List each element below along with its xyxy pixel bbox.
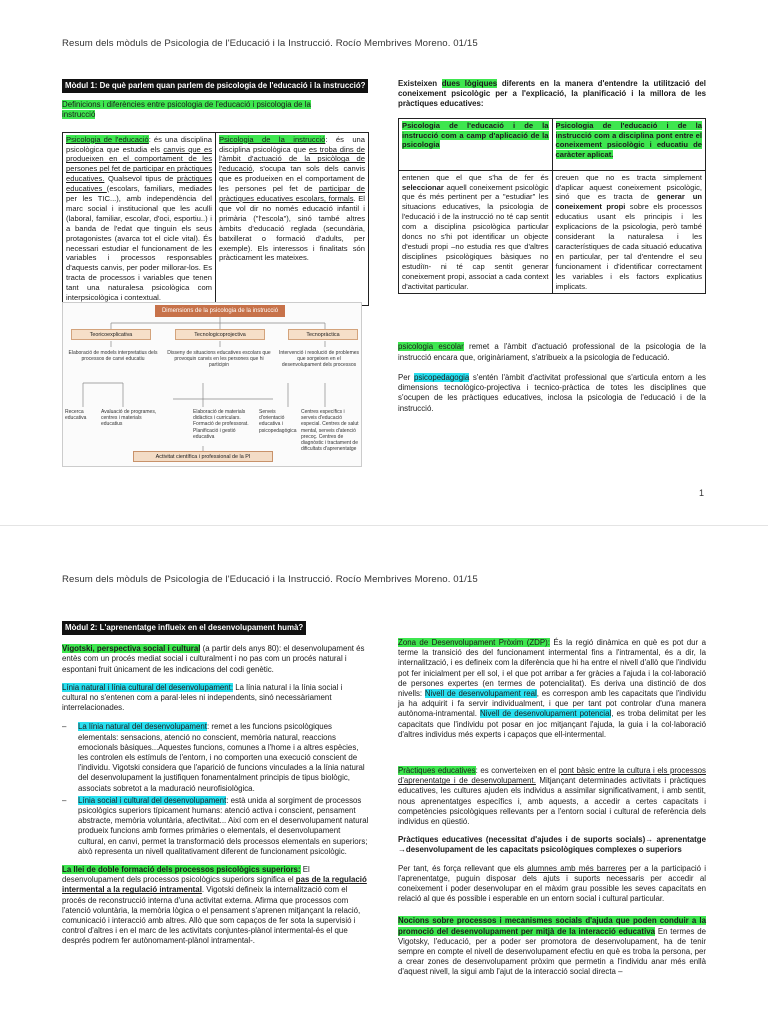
defs-heading-text: Definicions i diferències entre psicologia de l'educació i psicologia de la instrucció [62, 100, 311, 120]
zdp-text: , es troba delimitat per les capacitats que l'individu pot posar en joc mitjançant l'ajuda, la guia i la col·laboració d'altres individus més experts i capaços que ell-intermental. [398, 709, 706, 739]
lines-list [62, 722, 369, 857]
diagram-desc-3: Intervenció i resolució de problemes que sorgeixen en el desenvolupament dels processos [278, 350, 360, 369]
dimensions-diagram [62, 302, 362, 467]
def-underlined: es troba dins de l'àmbit d'actuació de la psicòloga de l'educació [219, 144, 365, 174]
right-column [398, 638, 706, 978]
list-item [62, 722, 369, 793]
diagram-box-tecnologico: Tecnologicoprojectiva [175, 329, 265, 340]
def-educacio-cell [63, 132, 216, 305]
left-column [62, 79, 369, 306]
module-title: Mòdul 2: L'aprenentatge influeix en el desenvolupament humà? [62, 621, 306, 635]
zdp-real-highlight: Nivell de desenvolupament real [424, 689, 537, 699]
practiques-underlined: pont bàsic entre la cultura i els processos d'aprenentatge i de desenvolupament. [398, 766, 706, 786]
natural-line-text: : remet a les funcions psicològiques elementals: sensacions, atenció no conscient, memòria natural, reaccions emocionals bàsiques...Aquestes funcions, comunes a l'home i a altres espècies, les controlen els estímuls de l'entorn, i no comporten una execució conscient de l'individu. Vigotski considera que l'aparició de funcions vinculades a la línia natural del desenvolupament la justifiquen fonamentalment principis de tipus biològic, associats sobretot a la maduració neurofisiològica. [78, 722, 365, 793]
def-instruccio-cell [216, 132, 369, 305]
intro-text: Existeixen [398, 79, 442, 88]
logic-1-title: Psicologia de l'educació i de la instrucció com a camp d'aplicació de la psicologia [402, 120, 549, 150]
def-underlined: canvis que es produeixen en el comportament de les persones pel fet de participar en pràctiques educatives. [66, 144, 213, 184]
nocions-paragraph [398, 916, 706, 977]
def-text: : és una disciplina psicològica que estudia els [66, 134, 212, 154]
right-column [398, 79, 706, 414]
zdp-paragraph [398, 638, 706, 740]
module-title: Mòdul 1: De què parlem quan parlem de psicologia de l'educació i la instrucció? [62, 79, 368, 93]
psicoped-text: s'entén l'àmbit d'activitat professional que s'articula entorn a les dimensions tecnològico-projectiva i tecnico-pràctica de totes les disciplines que s'ocupen de les pràctiques educatives, inclosa la psicologia de l'educació i de la instrucció. [398, 372, 706, 413]
llei-underlined: pas de la regulació intermental a la regulació intramental [62, 875, 367, 895]
logic-1-title-cell [399, 118, 553, 170]
logic-2-body [552, 170, 706, 294]
psicoped-paragraph [398, 373, 706, 414]
intro-highlight: dues lògiques [441, 79, 498, 88]
practiques-highlight: Pràctiques educatives [398, 766, 476, 776]
diagram-service-4: Serveis d'orientació educativa i psicopedagògica [259, 409, 297, 434]
diagram-title: Dimensions de la psicologia de la instrucció [155, 305, 285, 317]
escolar-highlight: psicologia escolar [398, 342, 464, 352]
logic-text: sobre els processos educatius usant els principis i les explicacions de la psicologia, però també considerant la naturalesa i les característiques de cada situació educativa en particular, per tal d'entendre el seu funcionament i d'identificar correctament les variables i els factors explicatius implicats. [555, 202, 702, 291]
diagram-bottom-box: Activitat científica i professional de la PI [133, 451, 273, 462]
def-text: Qualsevol tipus de [104, 174, 177, 184]
zdp-highlight: Zona de Desenvolupament Pròxim (ZDP): [398, 638, 550, 647]
escolar-text: remet a l'àmbit d'actuació professional de la psicologia de la instrucció encara que, originàriament, s'atribueix a la psicologia de l'educació. [398, 342, 706, 362]
vigotski-paragraph [62, 644, 369, 675]
intro-text: diferents en la manera d'entendre la utilització del coneixement psicològic per a l'explicació, la planificació i la millora de les pràctiques educatives: [398, 79, 706, 109]
diagram-service-1: Recerca educativa [65, 409, 87, 422]
def-text: : és una disciplina psicològica que [219, 134, 366, 154]
logic-2-title: Psicologia de l'educació i de la instrucció com a disciplina pont entre el coneixement psicològic i educatiu de caràcter aplicat. [555, 120, 702, 160]
logic-bold: seleccionar [402, 182, 444, 192]
pertant-underlined: alumnes amb més barreres [527, 863, 627, 873]
nocions-text: En termes de Vigotsky, l'educació, per a poder ser promotora de desenvolupament, ha de tenir sempre en compte el nivell de desenvolupament efectiu en què es troba la persona, per a crear zones de desenvolupament pròxim que permetin a l'individu anar més enllà d'aquest nivell, la sigui amb l'ajut de la interacció social directa – [398, 926, 707, 977]
psicoped-text: Per [398, 372, 414, 382]
logic-bold: generar un coneixement propi [555, 192, 703, 212]
diagram-box-teorico: Teoricoexplicativa [71, 329, 151, 340]
practiques-text: : es converteixen en el [475, 766, 559, 776]
def-text: (escolars, familiars, mediades per les TIC...), amb independència del marc social i institucional que les aculli (laboral, familiar, escolar, d'oci, esportiu..) i a banda de l'edat que tinguin els seus protagonistes (avarca tot el cicle vital). És necessari estudiar el funcionament de les variables i processos responsables d'aquests canvis, per poder millorar-los. Es tracta de processos i variables que tenen tant una naturalesa psicològica com interpsicològica i contextual. [66, 184, 212, 303]
list-item [62, 796, 369, 857]
left-column [62, 621, 369, 947]
pertant-text: per a la participació i l'aprenentatge, puguin disposar dels ajuts i suports necessaris per accedir al coneixement i poder desenvolupar en el màxim grau possible les seves capacitats en relació al que és possible i esperable en un entorn social i cultural particular. [398, 863, 707, 904]
logic-text: creuen que no es tracta simplement d'aplicar aquest coneixement psicològic, sinó que es tracta de [555, 172, 702, 202]
defs-heading [62, 100, 342, 120]
logic-2-title-cell [552, 118, 706, 170]
definitions-table [62, 132, 369, 306]
diagram-service-3: Elaboració de materials didàctics i curriculars. Formació de professorat. Planificació i gestió educativa [193, 409, 249, 440]
escolar-paragraph [398, 342, 706, 362]
def-instruccio-term: Psicologia de la instrucció [219, 134, 326, 144]
logic-1-body [399, 170, 553, 294]
linia-text: La línia natural i la línia social i cultural no s'entenen com a paral·leles ni independents, sinó necessàriament interrelacionades. [62, 682, 343, 713]
diagram-desc-1: Elaboració de models interpretatius dels processos de canvi educatiu [68, 350, 158, 363]
def-text: , s'ocupa tan sols dels canvis que es produeixen en el comportament de les persones pel fet de [219, 164, 365, 194]
practiques-text: Mitjançant determinades activitats i pràctiques educatives, les cultures ajuden els individus a assimilar significativament, i amb sentit, nous aprenentatges específics i, amb aquests, a accedir a certes capacitats i competències psicològiques rellevants per a l'entorn social i cultural de referència dels individus en qüestió. [398, 776, 706, 827]
linia-paragraph [62, 683, 369, 714]
diagram-desc-2: Disseny de situacions educatives escolars que provoquin canvis en les persones que hi participin [167, 350, 271, 369]
nocions-highlight: Nocions sobre processos i mecanismes socials d'ajuda que poden conduir a la promoció del desenvolupament per mitjà de la interacció educativa [398, 916, 706, 936]
llei-highlight: La llei de doble formació dels processos psicològics superiors: [62, 865, 301, 875]
linia-highlight: Línia natural i línia cultural del desenvolupament: [62, 682, 234, 692]
page-number: 1 [698, 488, 704, 498]
diagram-box-tecnopractica: Tecnopràctica [288, 329, 358, 340]
zdp-potential-highlight: Nivell de desenvolupament potencial [480, 709, 612, 719]
social-line-highlight: Línia social i cultural del desenvolupament [78, 795, 227, 805]
practiques-paragraph [398, 766, 706, 827]
llei-paragraph [62, 865, 369, 947]
vigotski-highlight: Vigotski, perspectiva social i cultural [62, 644, 201, 654]
pertant-paragraph [398, 864, 706, 905]
diagram-service-5: Centres específics i serveis d'educació especial. Centres de salut mental, serveis d'atenció precoç. Centres de diagnòstic i tractament de dificultats d'aprenentatge [301, 409, 359, 453]
page-header: Resum dels mòduls de Psicologia de l'Educació i la Instrucció. Rocío Membrives Moreno. 01/15 [62, 574, 478, 585]
logics-table [398, 118, 706, 295]
def-underlined: participar de pràctiques educatives escolars, formals [219, 184, 365, 204]
zdp-text: , es correspon amb les capacitats que l'individu ja ha adquirit i fa servir individualment, i que per tant pot controlar d'una manera autònoma-intramental. [398, 689, 707, 719]
natural-line-highlight: La línia natural del desenvolupament [78, 722, 207, 732]
page-header: Resum dels mòduls de Psicologia de l'Educació i la Instrucció. Rocío Membrives Moreno. 01/15 [62, 38, 478, 49]
social-line-text: : està unida al sorgiment de processos psicològics superiors típicament humans: atenció activa i conscient, pensament abstracte, memòria voluntària, afectivitat... Així com en el desenvolupament natural produeix funcions amb formes primàries o elementals, el desenvolupament cultural, en canvi, permet la transformació dels processos elementals en superiors; això representa un nivell qualitativament diferent de funcionament psicològic. [78, 795, 369, 856]
logics-intro [398, 79, 706, 110]
def-text: . El que vol dir no només educació infantil i primària ("l'escola"), sinó també altres àmbits d'educació reglada (secundària, batxillerat o formació d'adults, per exemple). Els interessos i finalitats són pràcticament les mateixes. [219, 194, 365, 263]
logic-text: entenen que el que s'ha de fer és [402, 172, 549, 182]
chain-paragraph: Pràctiques educatives (necessitat d'ajudes i de suports socials)→ aprenentatge →desenvolupament de les capacitats psicològiques complexes o superiors [398, 835, 706, 855]
psicoped-highlight: psicopedagogia [413, 372, 470, 382]
logic-text: aquell coneixement psicològic que és més pertinent per a "estudiar" les situacions educatives, la psicologia de l'educació i de la instrucció no té cap sentit com a disciplina psicològica particular doncs no s'hi pot identificar un objecte d'estudi propi –no estudia res que d'altres disciplines psicològiques bàsiques no estudiïn- ni té cap sentit generar coneixement propi, associat a cada context d'activitat particular. [402, 182, 549, 291]
llei-text: . Vigotski defineix la internalització com el procés de reconstrucció interna d'una activitat externa. Afirma que processos com l'atenció voluntària, la memòria lògica o el pensament s'aprenen mitjançant la relació, comunicació i interacció amb altres. Allò que som capaços de fer sota la supervisió i control d'altres i en el marc de les activitats conjuntes-plànol intermental-és el que després podrem fer autònomament-plànol intramental-. [62, 885, 361, 946]
page-2 [0, 525, 768, 1024]
pertant-text: Per tant, és força rellevant que els [398, 863, 528, 873]
diagram-service-2: Avaluació de programes, centres i materials educatius [101, 409, 157, 428]
def-educacio-term: Psicologia de l'educació [66, 134, 149, 144]
zdp-text: És la regió dinàmica en què es pot dur a terme la transició des del funcionament intermental fins a l'intramental, és a dir, la internalització, i es defineix com la diferència que hi ha entre el nivell d'allò que l'individu pot fer inicialment per ell sol, i el que pot arribar a fer gràcies a l'ajuda i la col·laboració de persones expertes (en termes de potencialitat). Es deriva una distinció de dos nivells: [398, 638, 707, 699]
vigotski-text: (a partir dels anys 80): el desenvolupament és entès com un procés mediat social i culturalment i no pas com un procés natural i espontani fruit únicament de les indicacions del codi genètic. [62, 644, 365, 674]
llei-text: El desenvolupament dels processos psicològics superiors significa el [62, 865, 310, 885]
def-underlined: pràctiques educatives [66, 174, 212, 194]
